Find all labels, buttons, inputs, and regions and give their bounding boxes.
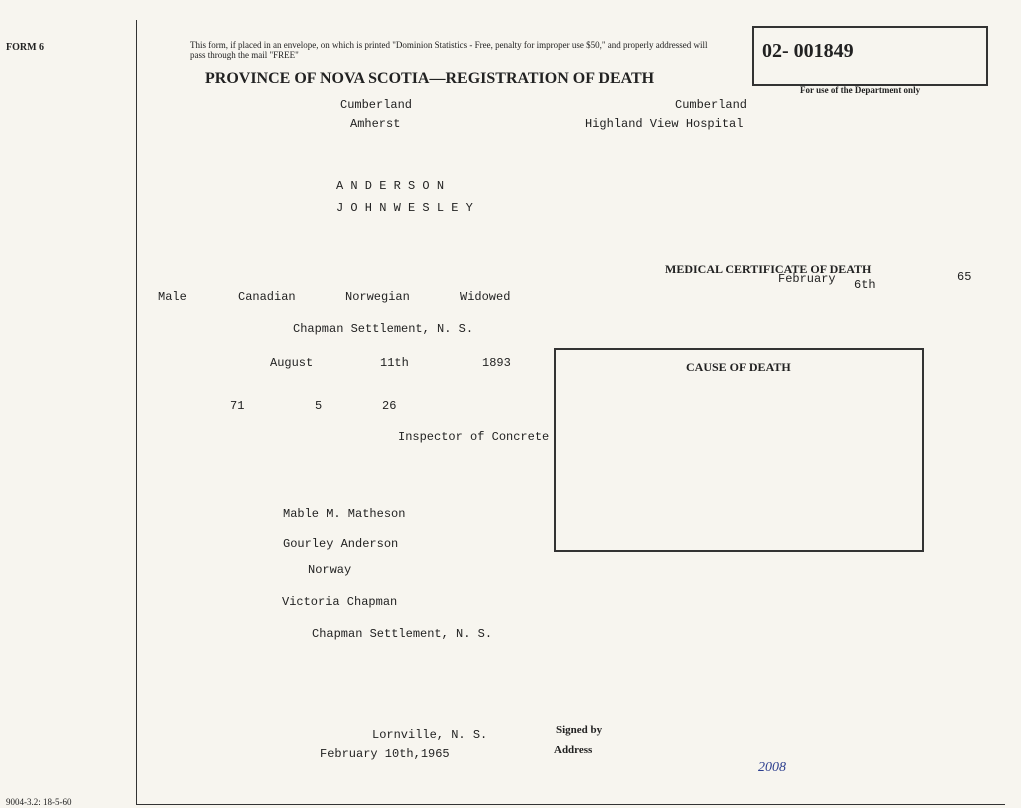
registrar-number: 2008 xyxy=(758,760,786,775)
form-number: FORM 6 xyxy=(6,42,45,53)
signed-label: Signed by xyxy=(556,724,603,736)
county: Cumberland xyxy=(340,98,413,112)
marital-status: Widowed xyxy=(460,290,511,304)
dob-year: 1893 xyxy=(482,356,511,370)
sex: Male xyxy=(158,290,187,304)
mother-maiden-name: Victoria Chapman xyxy=(282,595,398,609)
form-code: 9004-3.2: 18-5-60 xyxy=(6,797,72,807)
age-days: 26 xyxy=(382,399,397,413)
street: Highland View Hospital xyxy=(585,117,744,131)
father-birthplace: Norway xyxy=(308,563,352,577)
citizenship: Canadian xyxy=(238,290,296,304)
surname: A N D E R S O N xyxy=(336,179,445,193)
death-month: February xyxy=(778,272,836,286)
wife-name: Mable M. Matheson xyxy=(283,507,406,521)
burial-date: February 10th,1965 xyxy=(320,747,450,761)
address-label: Address xyxy=(554,744,593,756)
age-months: 5 xyxy=(315,399,323,413)
mail-notice: This form, if placed in an envelope, on which is printed "Dominion Statistics - Free, penalty for improper use $50," and properly addressed will pass through the mail "FREE" xyxy=(190,40,708,60)
burial-place: Lornville, N. S. xyxy=(372,728,488,742)
town: Amherst xyxy=(350,117,401,131)
birthplace: Chapman Settlement, N. S. xyxy=(293,322,474,336)
dob-month: August xyxy=(270,356,314,370)
municipality: Cumberland xyxy=(675,98,748,112)
father-name: Gourley Anderson xyxy=(283,537,399,551)
certificate-title: MEDICAL CERTIFICATE OF DEATH xyxy=(665,262,872,276)
registration-number: 02- 001849 xyxy=(762,40,854,62)
trade: Inspector of Concrete xyxy=(398,430,550,444)
mother-birthplace: Chapman Settlement, N. S. xyxy=(312,627,493,641)
death-year: 65 xyxy=(957,270,972,284)
age-years: 71 xyxy=(230,399,245,413)
cause-title: CAUSE OF DEATH xyxy=(686,360,791,374)
cause-of-death-box xyxy=(554,348,924,552)
form-title: PROVINCE OF NOVA SCOTIA—REGISTRATION OF DEATH xyxy=(205,70,655,87)
racial-origin: Norwegian xyxy=(345,290,410,304)
dob-day: 11th xyxy=(380,356,409,370)
death-day: 6th xyxy=(854,278,876,292)
department-note: For use of the Department only xyxy=(800,85,921,95)
given-name: J O H N W E S L E Y xyxy=(336,201,473,215)
